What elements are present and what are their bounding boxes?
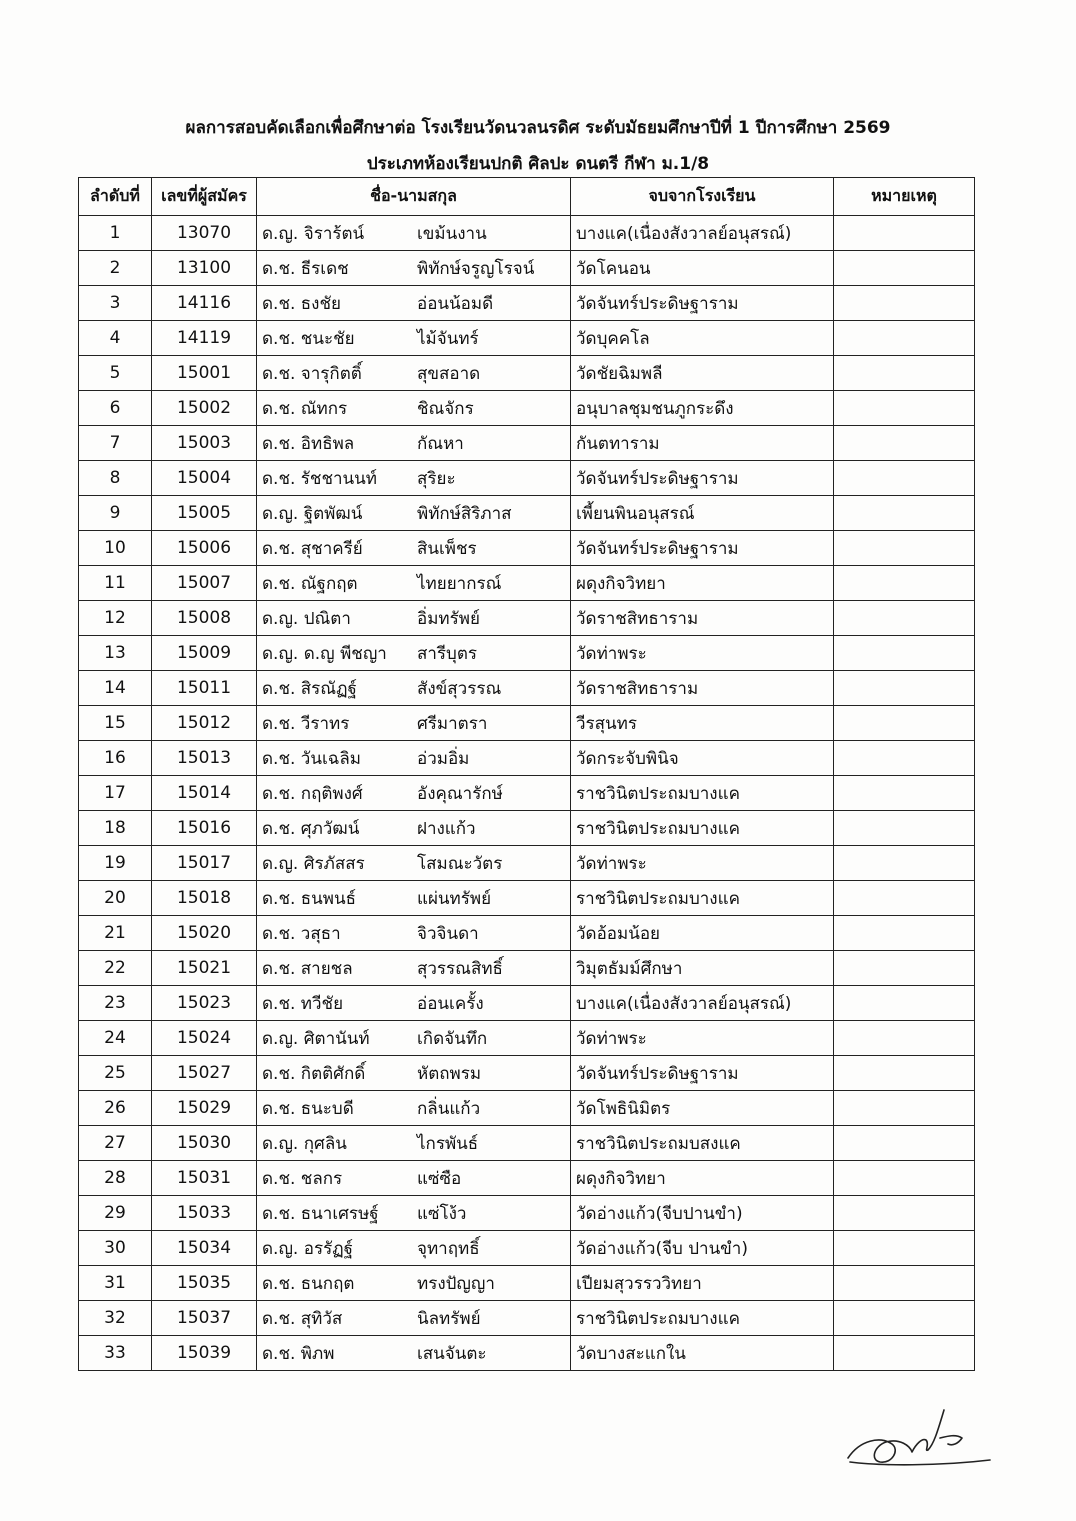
- note-cell: [834, 1266, 975, 1301]
- previous-school: วัดราชสิทธาราม: [571, 671, 834, 706]
- previous-school: วัดจันทร์ประดิษฐาราม: [571, 531, 834, 566]
- applicant-number: 15039: [152, 1336, 257, 1371]
- last-name: จุทาฤทธิ์: [417, 1238, 480, 1259]
- last-name: อ่อนเครั้ง: [417, 993, 484, 1014]
- student-name: [257, 426, 571, 461]
- last-name: เกิดจันทึก: [417, 1028, 488, 1049]
- table-row: [79, 1021, 975, 1056]
- first-name: ด.ช. วสุธา: [262, 923, 341, 944]
- note-cell: [834, 286, 975, 321]
- applicant-number: 15031: [152, 1161, 257, 1196]
- table-row: [79, 321, 975, 356]
- applicant-number: 15029: [152, 1091, 257, 1126]
- row-number: 2: [79, 251, 152, 286]
- table-row: [79, 496, 975, 531]
- applicant-number: 15009: [152, 636, 257, 671]
- student-name: [257, 356, 571, 391]
- applicant-number: 15021: [152, 951, 257, 986]
- row-number: 24: [79, 1021, 152, 1056]
- table-row: [79, 1196, 975, 1231]
- student-name: [257, 496, 571, 531]
- student-name: [257, 1091, 571, 1126]
- table-row: [79, 1126, 975, 1161]
- first-name: ด.ช. ชนะชัย: [262, 328, 355, 349]
- previous-school: วัดจันทร์ประดิษฐาราม: [571, 286, 834, 321]
- table-row: [79, 566, 975, 601]
- last-name: อ่อนน้อมดี: [417, 293, 494, 314]
- last-name: อังคุณารักษ์: [417, 783, 503, 804]
- first-name: ด.ญ. กุศลิน: [262, 1133, 347, 1154]
- first-name: ด.ช. สุชาครีย์: [262, 538, 363, 559]
- row-number: 8: [79, 461, 152, 496]
- row-number: 16: [79, 741, 152, 776]
- applicant-number: 13100: [152, 251, 257, 286]
- table-row: [79, 1056, 975, 1091]
- applicant-number: 15033: [152, 1196, 257, 1231]
- first-name: ด.ช. กฤติพงศ์: [262, 783, 363, 804]
- previous-school: ผดุงกิจวิทยา: [571, 1161, 834, 1196]
- last-name: สารีบุตร: [417, 643, 478, 664]
- last-name: ไกรพันธ์: [417, 1133, 479, 1154]
- document-title: ผลการสอบคัดเลือกเพื่อศึกษาต่อ โรงเรียนวัดนวลนรดิศ ระดับมัธยมศึกษาปีที่ 1 ปีการศึกษา 2569: [185, 118, 891, 138]
- table-row: [79, 426, 975, 461]
- applicant-number: 15012: [152, 706, 257, 741]
- header-school: จบจากโรงเรียน: [571, 178, 834, 216]
- table-row: [79, 636, 975, 671]
- applicant-number: 15001: [152, 356, 257, 391]
- first-name: ด.ช. จารุกิตติ์: [262, 363, 362, 384]
- note-cell: [834, 1336, 975, 1371]
- row-number: 18: [79, 811, 152, 846]
- previous-school: กันตทาราม: [571, 426, 834, 461]
- row-number: 9: [79, 496, 152, 531]
- previous-school: วัดจันทร์ประดิษฐาราม: [571, 461, 834, 496]
- first-name: ด.ช. ธนกฤต: [262, 1273, 355, 1294]
- applicant-number: 14119: [152, 321, 257, 356]
- first-name: ด.ญ. ฐิตพัฒน์: [262, 503, 363, 524]
- table-row: [79, 741, 975, 776]
- note-cell: [834, 916, 975, 951]
- last-name: โสมณะวัตร: [417, 853, 503, 874]
- row-number: 19: [79, 846, 152, 881]
- row-number: 28: [79, 1161, 152, 1196]
- first-name: ด.ช. ณัทกร: [262, 398, 348, 419]
- applicant-number: 14116: [152, 286, 257, 321]
- first-name: ด.ช. ชลกร: [262, 1168, 343, 1189]
- previous-school: เปียมสุวรรววิทยา: [571, 1266, 834, 1301]
- row-number: 23: [79, 986, 152, 1021]
- note-cell: [834, 601, 975, 636]
- row-number: 5: [79, 356, 152, 391]
- previous-school: ราชวินิตประถมบางแค: [571, 881, 834, 916]
- student-name: [257, 846, 571, 881]
- applicant-number: 15018: [152, 881, 257, 916]
- first-name: ด.ช. อิทธิพล: [262, 433, 355, 454]
- student-name: [257, 671, 571, 706]
- table-row: [79, 1301, 975, 1336]
- previous-school: ราชวินิตประถมบางแค: [571, 811, 834, 846]
- first-name: ด.ช. ทวีชัย: [262, 993, 344, 1014]
- row-number: 14: [79, 671, 152, 706]
- last-name: ไม้จันทร์: [417, 328, 479, 349]
- first-name: ด.ช. วันเฉลิม: [262, 748, 361, 769]
- student-name: [257, 1021, 571, 1056]
- student-name: [257, 251, 571, 286]
- row-number: 22: [79, 951, 152, 986]
- student-name: [257, 286, 571, 321]
- note-cell: [834, 1021, 975, 1056]
- table-header-row: [79, 178, 975, 216]
- first-name: ด.ญ. ปณิตา: [262, 608, 351, 629]
- table-row: [79, 251, 975, 286]
- row-number: 7: [79, 426, 152, 461]
- student-name: [257, 1056, 571, 1091]
- applicant-number: 15007: [152, 566, 257, 601]
- table-row: [79, 1161, 975, 1196]
- previous-school: วัดชัยฉิมพลี: [571, 356, 834, 391]
- row-number: 32: [79, 1301, 152, 1336]
- last-name: แผ่นทรัพย์: [417, 888, 492, 909]
- previous-school: วัดราชสิทธาราม: [571, 601, 834, 636]
- applicant-number: 15008: [152, 601, 257, 636]
- last-name: อ่วมอิ่ม: [417, 748, 470, 769]
- header-no: ลำดับที่: [79, 178, 152, 216]
- table-row: [79, 706, 975, 741]
- note-cell: [834, 986, 975, 1021]
- note-cell: [834, 496, 975, 531]
- note-cell: [834, 1056, 975, 1091]
- applicant-number: 15011: [152, 671, 257, 706]
- note-cell: [834, 671, 975, 706]
- note-cell: [834, 461, 975, 496]
- first-name: ด.ญ. ศิตานันท์: [262, 1028, 370, 1049]
- last-name: ฝางแก้ว: [417, 818, 476, 839]
- table-row: [79, 216, 975, 251]
- last-name: สังข์สุวรรณ: [417, 678, 502, 699]
- applicant-number: 15035: [152, 1266, 257, 1301]
- last-name: พิทักษ์จรูญโรจน์: [417, 258, 535, 279]
- row-number: 1: [79, 216, 152, 251]
- applicant-number: 15023: [152, 986, 257, 1021]
- applicant-number: 15034: [152, 1231, 257, 1266]
- first-name: ด.ช. สิรณัฏฐ์: [262, 678, 357, 699]
- student-name: [257, 776, 571, 811]
- note-cell: [834, 391, 975, 426]
- note-cell: [834, 706, 975, 741]
- row-number: 4: [79, 321, 152, 356]
- last-name: เสนจันตะ: [417, 1343, 487, 1364]
- previous-school: วัดจันทร์ประดิษฐาราม: [571, 1056, 834, 1091]
- row-number: 21: [79, 916, 152, 951]
- note-cell: [834, 1301, 975, 1336]
- table-row: [79, 601, 975, 636]
- row-number: 20: [79, 881, 152, 916]
- signature: [840, 1400, 1000, 1480]
- previous-school: วัดบางสะแกใน: [571, 1336, 834, 1371]
- note-cell: [834, 1231, 975, 1266]
- row-number: 11: [79, 566, 152, 601]
- note-cell: [834, 426, 975, 461]
- first-name: ด.ช. ณัฐกฤต: [262, 573, 358, 594]
- previous-school: วัดท่าพระ: [571, 1021, 834, 1056]
- table-row: [79, 811, 975, 846]
- table-row: [79, 531, 975, 566]
- table-row: [79, 881, 975, 916]
- last-name: แซ่โง้ว: [417, 1203, 467, 1224]
- note-cell: [834, 1126, 975, 1161]
- previous-school: วัดโคนอน: [571, 251, 834, 286]
- table-row: [79, 951, 975, 986]
- first-name: ด.ญ. ศิรภัสสร: [262, 853, 365, 874]
- note-cell: [834, 321, 975, 356]
- student-name: [257, 216, 571, 251]
- row-number: 15: [79, 706, 152, 741]
- row-number: 13: [79, 636, 152, 671]
- previous-school: วัดโพธินิมิตร: [571, 1091, 834, 1126]
- note-cell: [834, 776, 975, 811]
- last-name: กัณหา: [417, 433, 464, 454]
- row-number: 27: [79, 1126, 152, 1161]
- document-subtitle: ประเภทห้องเรียนปกติ ศิลปะ ดนตรี กีฬา ม.1/8: [366, 154, 710, 174]
- student-name: [257, 636, 571, 671]
- student-name: [257, 1126, 571, 1161]
- applicant-number: 15030: [152, 1126, 257, 1161]
- student-name: [257, 1336, 571, 1371]
- applicant-number: 15005: [152, 496, 257, 531]
- previous-school: บางแค(เนื่องสังวาลย์อนุสรณ์): [571, 216, 834, 251]
- last-name: ไทยยากรณ์: [417, 573, 502, 594]
- note-cell: [834, 566, 975, 601]
- first-name: ด.ช. รัชชานนท์: [262, 468, 377, 489]
- table-row: [79, 391, 975, 426]
- previous-school: ราชวินิตประถมบสงแค: [571, 1126, 834, 1161]
- table-row: [79, 286, 975, 321]
- row-number: 3: [79, 286, 152, 321]
- student-name: [257, 391, 571, 426]
- student-name: [257, 916, 571, 951]
- last-name: ศรีมาตรา: [417, 713, 488, 734]
- table-row: [79, 356, 975, 391]
- row-number: 26: [79, 1091, 152, 1126]
- previous-school: วัดกระจับพินิจ: [571, 741, 834, 776]
- previous-school: วีรสุนทร: [571, 706, 834, 741]
- student-name: [257, 706, 571, 741]
- student-name: [257, 811, 571, 846]
- applicant-number: 15003: [152, 426, 257, 461]
- note-cell: [834, 741, 975, 776]
- applicant-number: 15013: [152, 741, 257, 776]
- table-row: [79, 1231, 975, 1266]
- header-name: ชื่อ-นามสกุล: [257, 178, 571, 216]
- first-name: ด.ญ. ด.ญ พีชญา: [262, 643, 387, 664]
- student-name: [257, 881, 571, 916]
- table-row: [79, 986, 975, 1021]
- student-name: [257, 1231, 571, 1266]
- first-name: ด.ช. ศุภวัฒน์: [262, 818, 360, 839]
- student-name: [257, 951, 571, 986]
- applicant-number: 15016: [152, 811, 257, 846]
- previous-school: อนุบาลชุมชนภูกระดึง: [571, 391, 834, 426]
- first-name: ด.ช. พิภพ: [262, 1343, 335, 1364]
- note-cell: [834, 636, 975, 671]
- applicant-number: 15037: [152, 1301, 257, 1336]
- first-name: ด.ช. ธงชัย: [262, 293, 341, 314]
- previous-school: ราชวินิตประถมบางแค: [571, 776, 834, 811]
- table-row: [79, 776, 975, 811]
- applicant-number: 15020: [152, 916, 257, 951]
- previous-school: บางแค(เนื่องสังวาลย์อนุสรณ์): [571, 986, 834, 1021]
- note-cell: [834, 356, 975, 391]
- first-name: ด.ช. สายชล: [262, 958, 353, 979]
- last-name: ชิณจักร: [417, 398, 474, 419]
- applicant-number: 15017: [152, 846, 257, 881]
- last-name: ทรงปัญญา: [417, 1273, 495, 1294]
- student-name: [257, 531, 571, 566]
- first-name: ด.ช. ธนาเศรษฐ์: [262, 1203, 379, 1224]
- previous-school: เพี้ยนพินอนุสรณ์: [571, 496, 834, 531]
- row-number: 31: [79, 1266, 152, 1301]
- applicant-number: 13070: [152, 216, 257, 251]
- applicant-number: 15024: [152, 1021, 257, 1056]
- header-applicant-no: เลขที่ผู้สมัคร: [152, 178, 257, 216]
- row-number: 6: [79, 391, 152, 426]
- last-name: กลิ่นแก้ว: [417, 1098, 481, 1119]
- note-cell: [834, 1196, 975, 1231]
- last-name: แซ่ซือ: [417, 1168, 462, 1189]
- student-name: [257, 461, 571, 496]
- student-name: [257, 1301, 571, 1336]
- table-row: [79, 1266, 975, 1301]
- table-row: [79, 461, 975, 496]
- row-number: 30: [79, 1231, 152, 1266]
- table-row: [79, 671, 975, 706]
- table-row: [79, 1091, 975, 1126]
- previous-school: วัดอ่างแก้ว(จีบปานขำ): [571, 1196, 834, 1231]
- table-row: [79, 916, 975, 951]
- student-name: [257, 986, 571, 1021]
- results-table: [78, 177, 975, 1371]
- row-number: 25: [79, 1056, 152, 1091]
- previous-school: วัดท่าพระ: [571, 636, 834, 671]
- student-name: [257, 1196, 571, 1231]
- row-number: 33: [79, 1336, 152, 1371]
- previous-school: วิมุตธัมม์ศึกษา: [571, 951, 834, 986]
- note-cell: [834, 531, 975, 566]
- student-name: [257, 601, 571, 636]
- first-name: ด.ญ. อรรัฏฐ์: [262, 1238, 354, 1259]
- table-row: [79, 846, 975, 881]
- previous-school: วัดบุคคโล: [571, 321, 834, 356]
- previous-school: วัดอ้อมน้อย: [571, 916, 834, 951]
- first-name: ด.ช. ธนพนธ์: [262, 888, 356, 909]
- row-number: 12: [79, 601, 152, 636]
- first-name: ด.ช. ธีรเดช: [262, 258, 349, 279]
- applicant-number: 15002: [152, 391, 257, 426]
- student-name: [257, 741, 571, 776]
- applicant-number: 15027: [152, 1056, 257, 1091]
- first-name: ด.ช. วีราทร: [262, 713, 350, 734]
- note-cell: [834, 1161, 975, 1196]
- student-name: [257, 566, 571, 601]
- previous-school: ผดุงกิจวิทยา: [571, 566, 834, 601]
- last-name: สินเพ็ชร: [417, 538, 477, 559]
- header-note: หมายเหตุ: [834, 178, 975, 216]
- applicant-number: 15004: [152, 461, 257, 496]
- student-name: [257, 321, 571, 356]
- last-name: สุวรรณสิทธิ์: [417, 958, 503, 979]
- table-row: [79, 1336, 975, 1371]
- note-cell: [834, 251, 975, 286]
- note-cell: [834, 216, 975, 251]
- last-name: หัตถพรม: [417, 1063, 482, 1084]
- student-name: [257, 1161, 571, 1196]
- last-name: จิวจินดา: [417, 923, 479, 944]
- previous-school: วัดท่าพระ: [571, 846, 834, 881]
- applicant-number: 15006: [152, 531, 257, 566]
- last-name: สุริยะ: [417, 468, 456, 489]
- first-name: ด.ช. กิตติศักดิ์: [262, 1063, 366, 1084]
- applicant-number: 15014: [152, 776, 257, 811]
- row-number: 17: [79, 776, 152, 811]
- last-name: เขม้นงาน: [417, 223, 487, 244]
- row-number: 10: [79, 531, 152, 566]
- last-name: อิ่มทรัพย์: [417, 608, 480, 629]
- first-name: ด.ญ. จิราร้ตน์: [262, 223, 365, 244]
- first-name: ด.ช. ธนะบดี: [262, 1098, 354, 1119]
- note-cell: [834, 951, 975, 986]
- last-name: สุขสอาด: [417, 363, 481, 384]
- note-cell: [834, 811, 975, 846]
- last-name: พิทักษ์สิริภาส: [417, 503, 512, 524]
- previous-school: ราชวินิตประถมบางแค: [571, 1301, 834, 1336]
- previous-school: วัดอ่างแก้ว(จีบ ปานขำ): [571, 1231, 834, 1266]
- note-cell: [834, 1091, 975, 1126]
- row-number: 29: [79, 1196, 152, 1231]
- last-name: นิลทรัพย์: [417, 1308, 481, 1329]
- first-name: ด.ช. สุทิวัส: [262, 1308, 343, 1329]
- note-cell: [834, 881, 975, 916]
- student-name: [257, 1266, 571, 1301]
- note-cell: [834, 846, 975, 881]
